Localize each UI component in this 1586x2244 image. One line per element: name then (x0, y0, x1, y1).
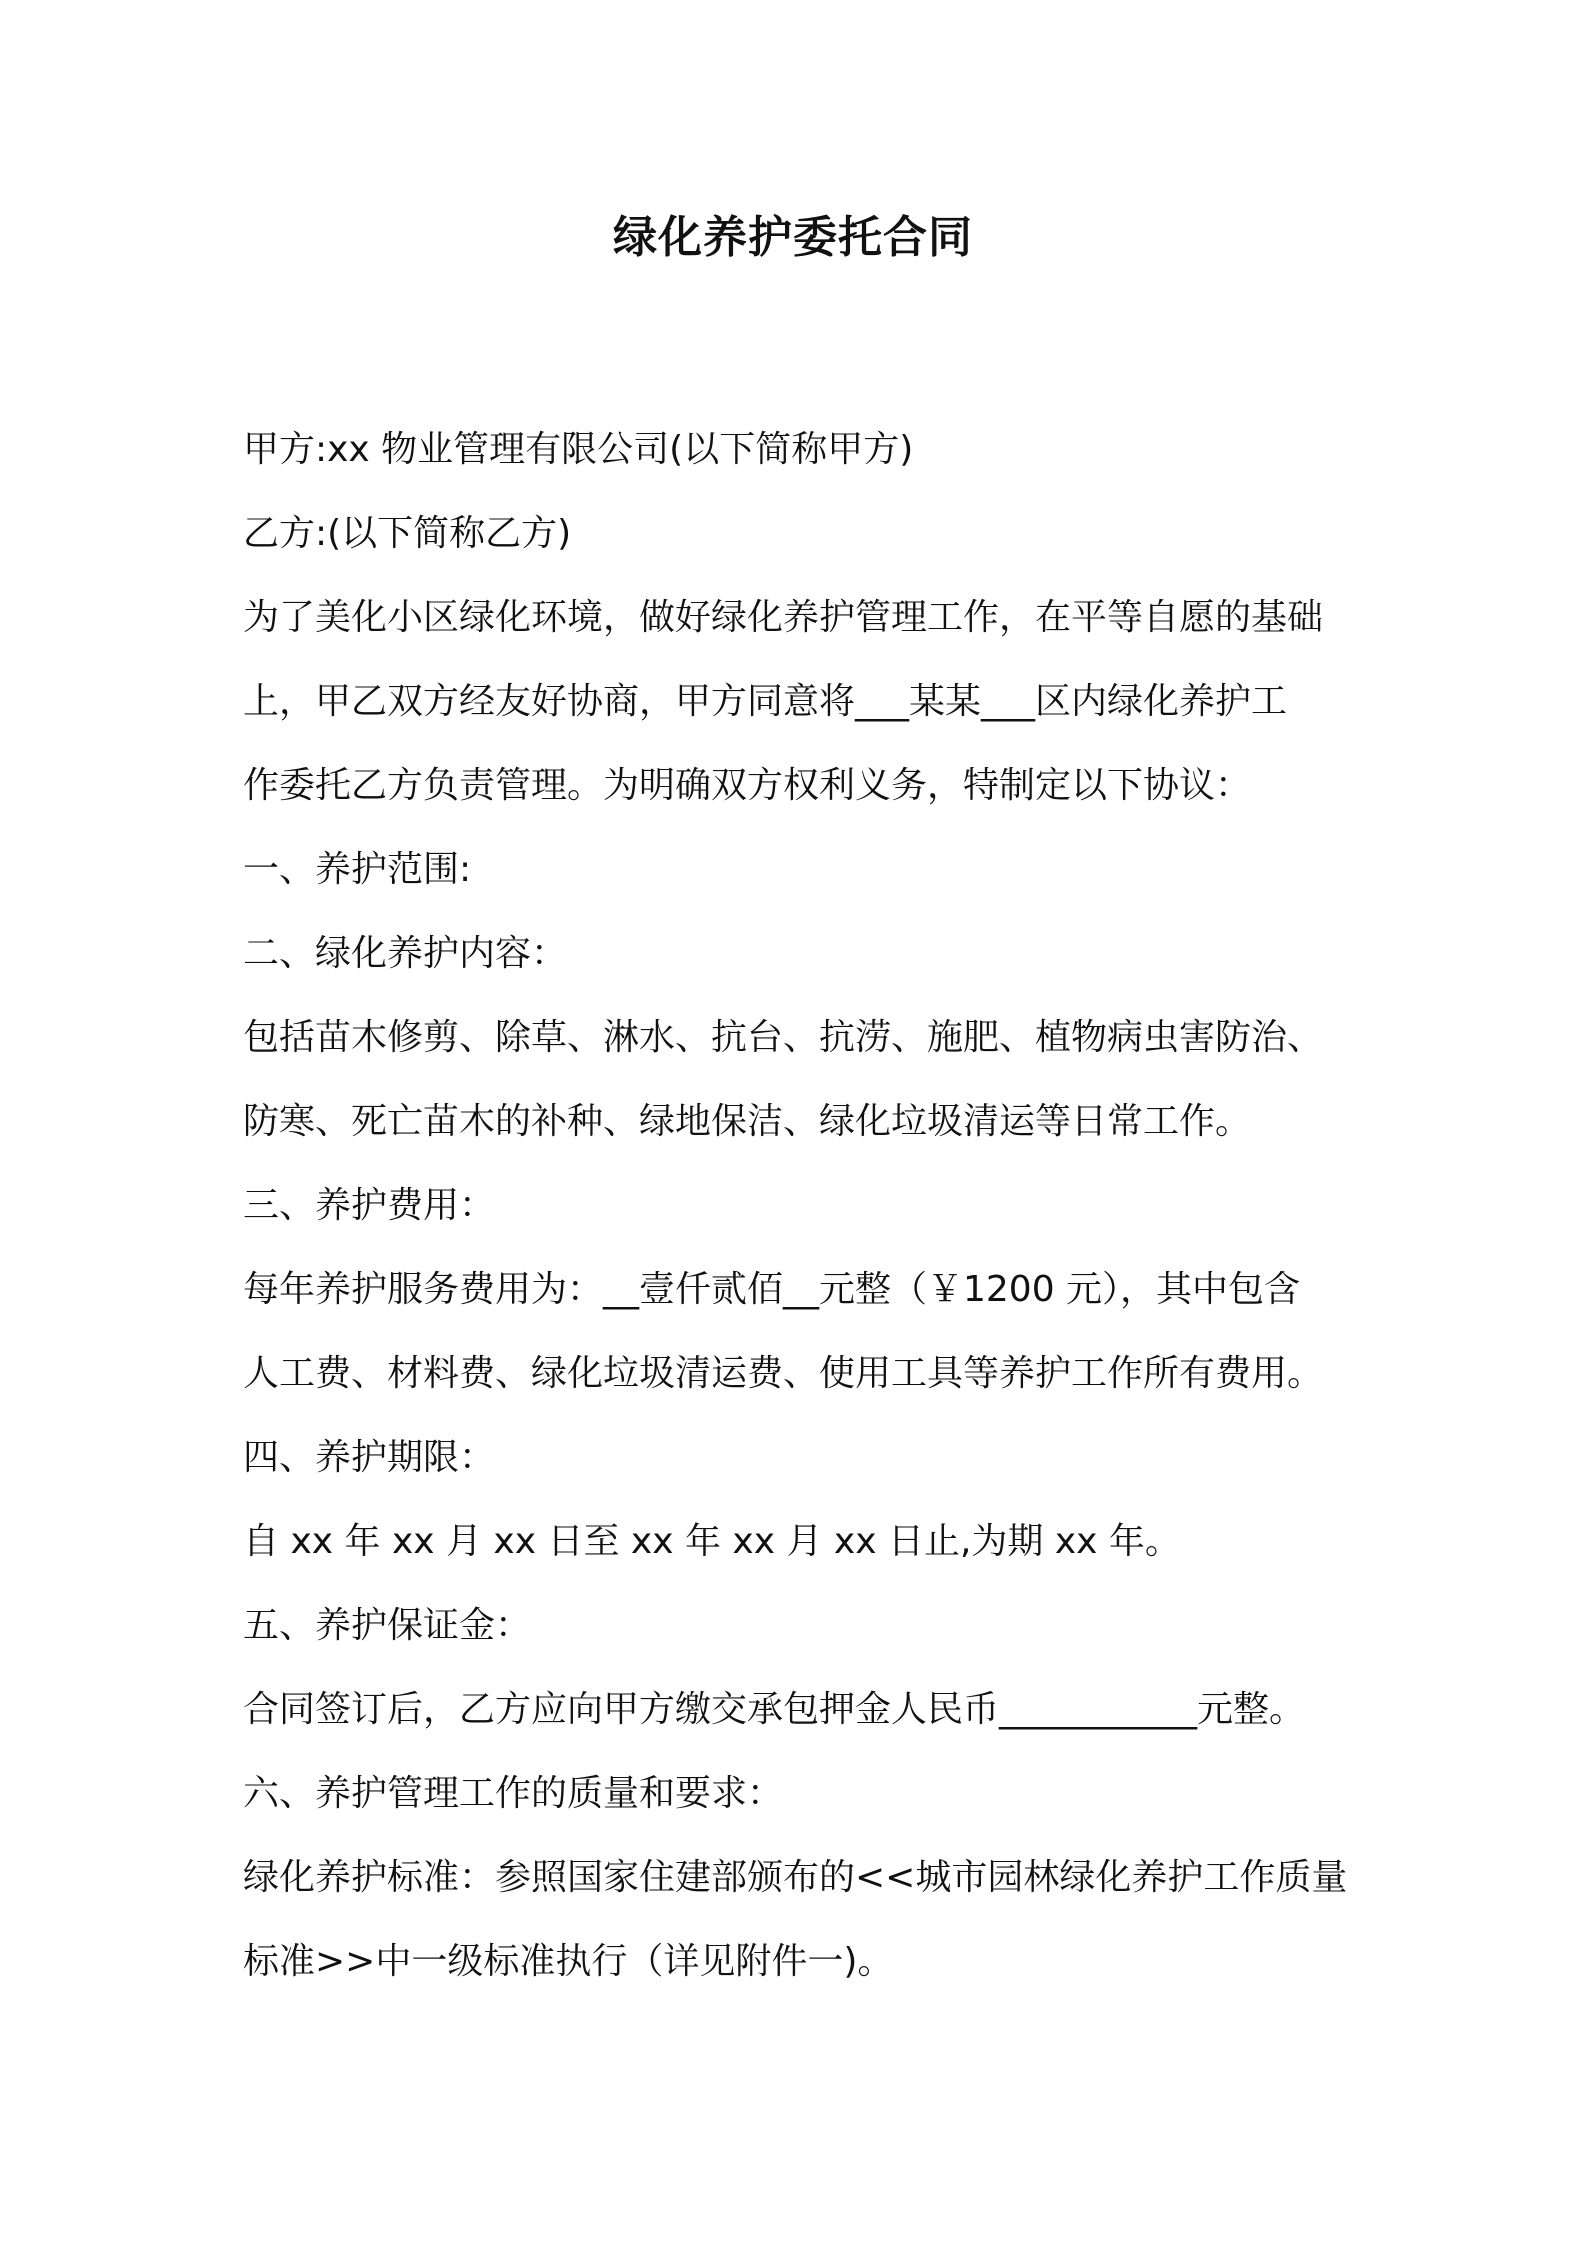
section-6-heading: 六、养护管理工作的质量和要求： (243, 1773, 784, 1814)
section-6-text-2: 标准>>中一级标准执行（详见附件一)。 (243, 1941, 894, 1982)
section-5-heading: 五、养护保证金： (243, 1605, 532, 1646)
preamble-line-3: 作委托乙方负责管理。为明确双方权利义务，特制定以下协议： (243, 765, 1252, 806)
section-4-text: 自 xx 年 xx 月 xx 日至 xx 年 xx 月 xx 日止,为期 xx 年。 (243, 1521, 1181, 1562)
section-1-heading: 一、养护范围: (243, 849, 472, 890)
section-2-text-1: 包括苗木修剪、除草、淋水、抗台、抗涝、施肥、植物病虫害防治、 (243, 1017, 1324, 1058)
preamble-line-2: 上，甲乙双方经友好协商，甲方同意将___某某___区内绿化养护工 (243, 681, 1288, 722)
document-body (243, 408, 1353, 2004)
section-3-heading: 三、养护费用： (243, 1185, 496, 1226)
section-3-text-2: 人工费、材料费、绿化垃圾清运费、使用工具等养护工作所有费用。 (243, 1353, 1324, 1394)
section-4-heading: 四、养护期限： (243, 1437, 496, 1478)
section-2-heading: 二、绿化养护内容： (243, 933, 568, 974)
party-a-line: 甲方:xx 物业管理有限公司(以下简称甲方) (243, 429, 914, 470)
document-title: 绿化养护委托合同 (613, 212, 973, 263)
section-2-text-2: 防寒、死亡苗木的补种、绿地保洁、绿化垃圾清运等日常工作。 (243, 1101, 1252, 1142)
section-3-text-1: 每年养护服务费用为：__壹仟贰佰__元整（￥1200 元），其中包含 (243, 1269, 1301, 1310)
party-b-line: 乙方:(以下简称乙方) (243, 513, 572, 554)
preamble-line-1: 为了美化小区绿化环境，做好绿化养护管理工作，在平等自愿的基础 (243, 597, 1324, 638)
section-6-text-1: 绿化养护标准：参照国家住建部颁布的<<城市园林绿化养护工作质量 (243, 1857, 1348, 1898)
section-5-text: 合同签订后，乙方应向甲方缴交承包押金人民币___________元整。 (243, 1689, 1306, 1730)
